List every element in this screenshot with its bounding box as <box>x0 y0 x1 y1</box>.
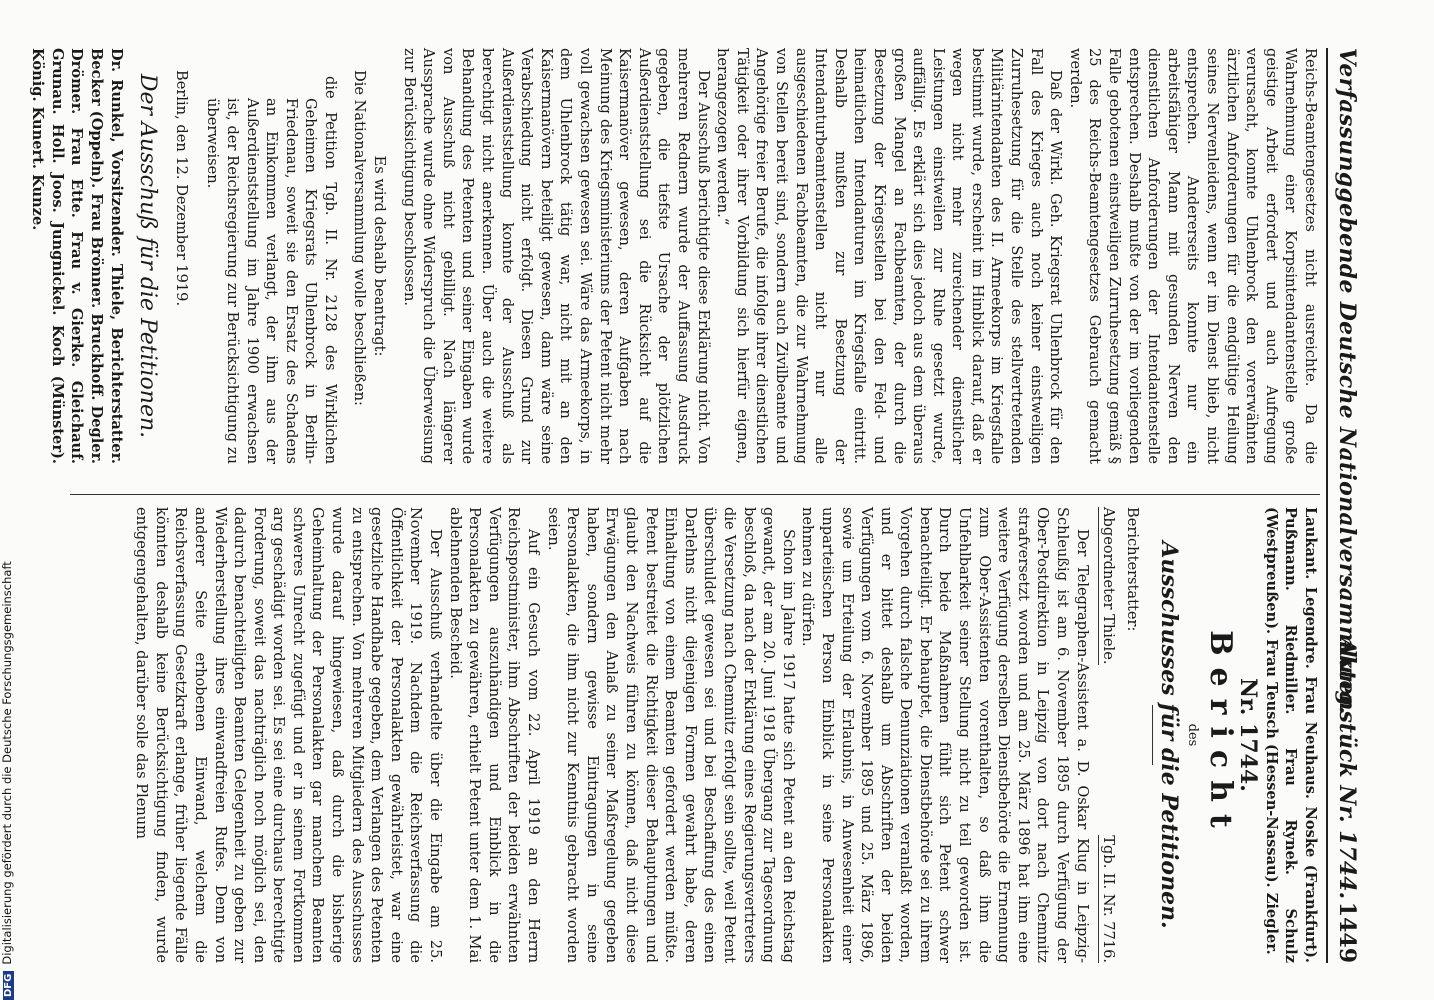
page-header <box>1326 48 1358 963</box>
digitization-note-text: Digitalisierung gefördert durch die Deutsche Forschungsgemeinschaft <box>0 561 14 965</box>
digitization-note <box>0 0 20 1000</box>
paragraph: Daß der Wirkl. Geh. Kriegsrat Uhlenbrock für den Fall des Krieges auch noch keiner einstweiligen Zurruhesetzung für die Stelle des stellvertretenden Militärintendanten des II. Armeekorps im Kriegsfalle bestimmt wurde, erscheint im Hinblick darauf, daß er wegen nicht mehr zureichender dienstlicher Leistungen einstweilen zur Ruhe gesetzt wurde, auffällig. Es erklärt sich dies jedoch aus dem überaus großen Mangel an Fachbeamten, der durch die Besetzung der Kriegsstellen bei den Feld- und heimatlichen Intendanturen im Kriegsfalle eintritt. Deshalb mußten zur Besetzung der Intendanturbeamtenstellen nicht nur alle ausgeschiedenen Fachbeamten, die zur Wahrnehmung von Stellen bereit sind, sondern auch Zivilbeamte und Angehörige freier Berufe, die infolge ihrer dienstlichen Tätigkeit oder ihrer Vorbildung sich hierfür eignen, herangezogen werden.“ <box>714 48 1065 464</box>
paragraph: Auf ein Gesuch vom 22. April 1919 an den Herrn Reichspostminister, ihm Abschriften der beiden erwähnten Verfügungen auszuhändigen und Einblick in die Personalakten zu gewähren, erhielt Petent unter dem 1. Mai ablehnenden Bescheid. <box>446 507 543 963</box>
header-title: Verfassunggebende Deutsche Nationalversammlung. <box>1334 48 1360 715</box>
paragraph: Schon im Jahre 1917 hatte sich Petent an den Reichstag gewandt, der am 20. Juni 1918 Übergang zur Tagesordnung beschloß, da nach der Erklärung eines Regierungsvertreters die Versetzung nach Chemnitz erfolgt sein sollte, weil Petent überschuldet gewesen sei und bei Beschaffung des einen Darlehns nicht diejenigen Formen gewahrt habe, deren Einhaltung von einem Beamten gefordert werden müßte. Petent bestreitet die Richtigkeit dieser Behauptungen und glaubt den Nachweis führen zu können, daß nicht diese Erwägungen den Anlaß zu seiner Maßregelung gegeben haben, sondern gewisse Eintragungen in seine Personalakten, die ihm nicht zur Kenntnis gebracht worden seien. <box>544 507 797 963</box>
paragraph: Der Ausschuß verhandelte über die Eingabe am 25. November 1919. Nachdem die Reichsverfassung die Öffentlichkeit der Personalakten gewährleistet, war eine gesetzliche Handhabe gegeben, dem Verlangen des Petenten zu entsprechen. Von mehreren Mitgliedern des Ausschusses wurde darauf hingewiesen, daß durch die bisherige Geheimhaltung der Personalakten gar manchem Beamten schweres Unrecht zugefügt und er in seinem Fortkommen arg geschädigt worden sei. Es sei eine durchaus berechtigte Forderung, soweit das nachträglich noch möglich sei, den dadurch benachteiligten Beamten Gelegenheit zu geben zur Wiederherstellung ihres einwandfreien Rufes. Denn von anderer Seite erhobenen Einwand, welchem die Reichsverfassung Gesetzkraft erlange, früher liegende Fälle könnten deshalb keine Berücksichtigung finden, wurde entgegengehalten, darüber solle das Plenum <box>133 507 445 963</box>
right-column <box>70 494 1320 963</box>
header-document-number: Aktenstück Nr. 1744. <box>1334 638 1360 900</box>
left-column <box>29 48 1320 478</box>
paragraph: Der Ausschuß berichtigte diese Erklärung nicht. Von mehreren Rednern wurde der Auffassung Ausdruck gegeben, die tiefste Ursache der plötzlichen Außerdienststellung sei die Rücksicht auf die Kaisermanöver gewesen, deren Aufgaben nach Meinung des Kriegsministeriums der Petent nicht mehr voll gewachsen gewesen sei. Wäre das Armeekorps, in dem Uhlenbrock tätig war, nicht mit an den Kaisermanövern beteiligt gewesen, dann wäre seine Verabschiedung nicht erfolgt. Diesen Grund zur Außerdienststellung konnte der Ausschuß als berechtigt nicht anerkennen. Über auch die weitere Behandlung des Petenten und seiner Eingaben wurde von Ausschuß nicht gebilligt. Nach längerer Aussprache wurde ohne Widerspruch die Überweisung zur Berücksichtigung beschlossen. <box>400 48 712 464</box>
page-number: 1449 <box>1334 901 1360 963</box>
paragraph: Reichs-Beamtengesetzes nicht ausreichte. Da die Wahrnehmung einer Korpsintendantenstelle große geistige Arbeit erfordert und auch Aufregung verursacht, konnte Uhlenbrock den vorerwähnten ärztlichen Anforderungen für die endgültige Heilung seines Nervenleidens, wenn er im Dienst blieb, nicht entsprechen. Andererseits konnte nur ein arbeitsfähiger Mann mit gesunden Nerven den dienstlichen Anforderungen der Intendantenstelle entsprechen. Deshalb mußte von der im vorliegenden Falle gebotenen einstweiligen Zurruhesetzung gemäß § 25 des Reichs-Beamtengesetzes Gebrauch gemacht werden. <box>1066 48 1319 464</box>
divider <box>1152 705 1153 765</box>
motion-intro: Es wird deshalb beantragt: <box>371 155 389 357</box>
report-des: des <box>1185 723 1201 747</box>
paragraph: Der Telegraphen-Assistent a. D. Oskar Klug in Leipzig-Schleußig ist am 6. November 1895 durch Verfügung der Ober-Postdirektion in Leipzig von dort nach Chemnitz strafversetzt worden und am 25. März 1896 hat ihm eine weitere Verfügung derselben Dienstbehörde die Ernennung zum Ober-Assistenten vorenthalten, so daß ihm die Unfehlbarkeit seiner Stellung nicht zu teil geworden ist. Durch beide Maßnahmen fühlt sich Petent schwer benachteiligt. Er behauptet, die Dienstbehörde sei zu ihrem Vorgehen durch falsche Denunziationen veranlaßt worden, und er bittet deshalb um Abschriften der beiden Verfügungen vom 6. November 1895 und 25. März 1896, sowie um Erteilung der Erlaubnis, in Anwesenheit einer unparteiischen Person Einblick in seine Personalakten nehmen zu dürfen. <box>799 507 1091 963</box>
reporter-label: Berichterstatter: <box>1123 507 1141 632</box>
motion-heading: Die Nationalversammlung wolle beschließen: <box>351 70 369 406</box>
document-page <box>29 48 1360 963</box>
petition-reference: Tgb. II. Nr. 7716. <box>1098 835 1119 963</box>
date-line: Berlin, den 12. Dezember 1919. <box>172 70 190 307</box>
reporter-name: Abgeordneter Thiele. <box>1098 507 1119 665</box>
reporter-line <box>1098 507 1119 963</box>
report-number: Nr. 1744. <box>1235 678 1262 792</box>
committee-members-continued: Laukant. Legendre. Frau Neuhaus. Noske (Frankfurt). Pußmann. Riedmiller. Frau Rynek. Schulz (Westpreußen). Frau Teusch (Hessen-Nassau). Ziegler. <box>1262 507 1319 963</box>
committee-signature: Der Ausschuß für die Petitionen. <box>135 73 161 439</box>
report-subtitle: Ausschusses für die Petitionen. <box>1156 541 1183 929</box>
dfg-logo: DFG <box>3 971 14 1000</box>
committee-members: Dr. Runkel, Vorsitzender. Thiele, Berichterstatter. Becker (Oppeln). Frau Brönner. Bruckhoff. Degler. Drömer. Frau Ette. Frau v. Gierke. Gleichauf. Grunau. Holl. Joos. Jungnickel. Koch (Münster). König. Kunert. Kunze. <box>29 48 125 464</box>
report-title: Bericht <box>1202 630 1238 840</box>
resolution-text: die Petition Tgb. II. Nr. 2128 des Wirklichen Geheimen Kriegsrats Uhlenbrock in Berlin-Friedenau, soweit sie den Ersatz des Schadens an Einkommen verlangt, der ihm aus der Außerdienststellung im Jahre 1900 erwachsen ist, der Reichsregierung zur Berücksichtigung zu überweisen. <box>204 76 339 464</box>
